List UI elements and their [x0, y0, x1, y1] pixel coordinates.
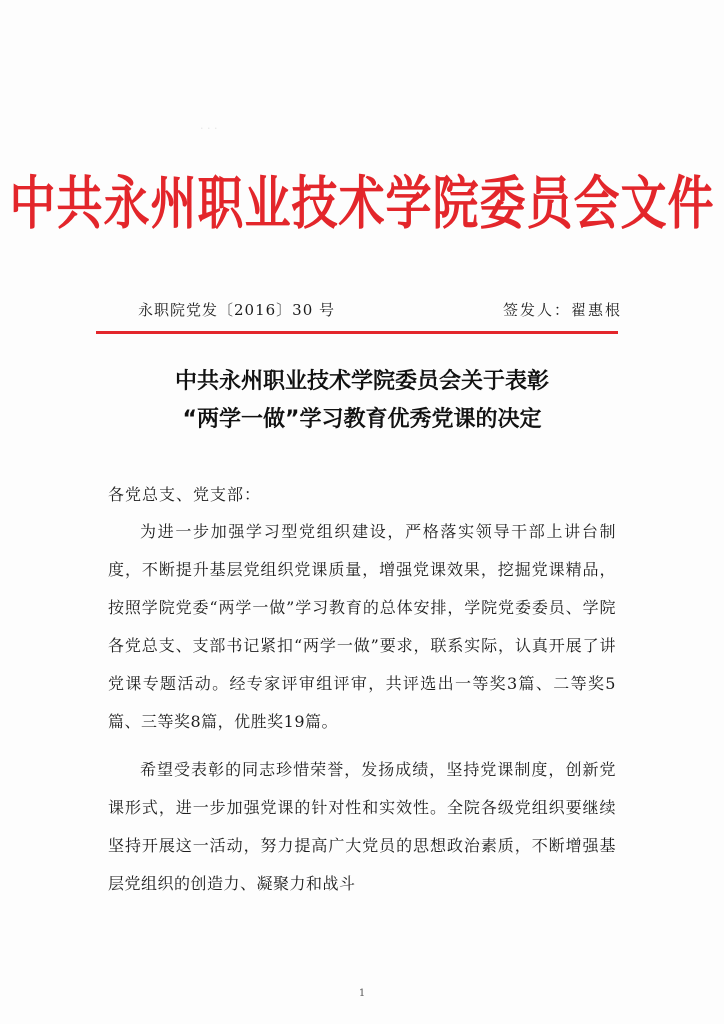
salutation: 各党总支、党支部： — [108, 485, 262, 504]
body-paragraph: 希望受表彰的同志珍惜荣誉，发扬成绩，坚持党课制度，创新党课形式，进一步加强党课的针对性和实效性。全院各级党组织要继续坚持开展这一活动，努力提高广大党员的思想政治素质，不断增强基层党组织的创造力、凝聚力和战斗 — [108, 760, 616, 893]
heading-line-2: “两学一做”学习教育优秀党课的决定 — [182, 407, 542, 432]
signer-label: 签发人：翟惠根 — [502, 301, 622, 319]
body-text — [108, 513, 616, 913]
red-separator-line — [96, 331, 618, 334]
document-heading — [90, 363, 634, 439]
document-header-title: 中共永州职业技术学院委员会文件 — [9, 169, 715, 237]
page-number: 1 — [358, 988, 366, 999]
body-paragraph: 为进一步加强学习型党组织建设，严格落实领导干部上讲台制度，不断提升基层党组织党课质量，增强党课效果，挖掘党课精品，按照学院党委“两学一做”学习教育的总体安排，学院党委委员、学院各党总支、支部书记紧扣“两学一做”要求，联系实际，认真开展了讲党课专题活动。经专家评审组评审，共评选出一等奖3篇、二等奖5篇、三等奖8篇，优胜奖19篇。 — [108, 522, 616, 731]
heading-line-1: 中共永州职业技术学院委员会关于表彰 — [174, 369, 549, 394]
document-number: 永职院党发〔2016〕30 号 — [138, 301, 336, 319]
bleed-through-text: · · · — [200, 122, 218, 135]
